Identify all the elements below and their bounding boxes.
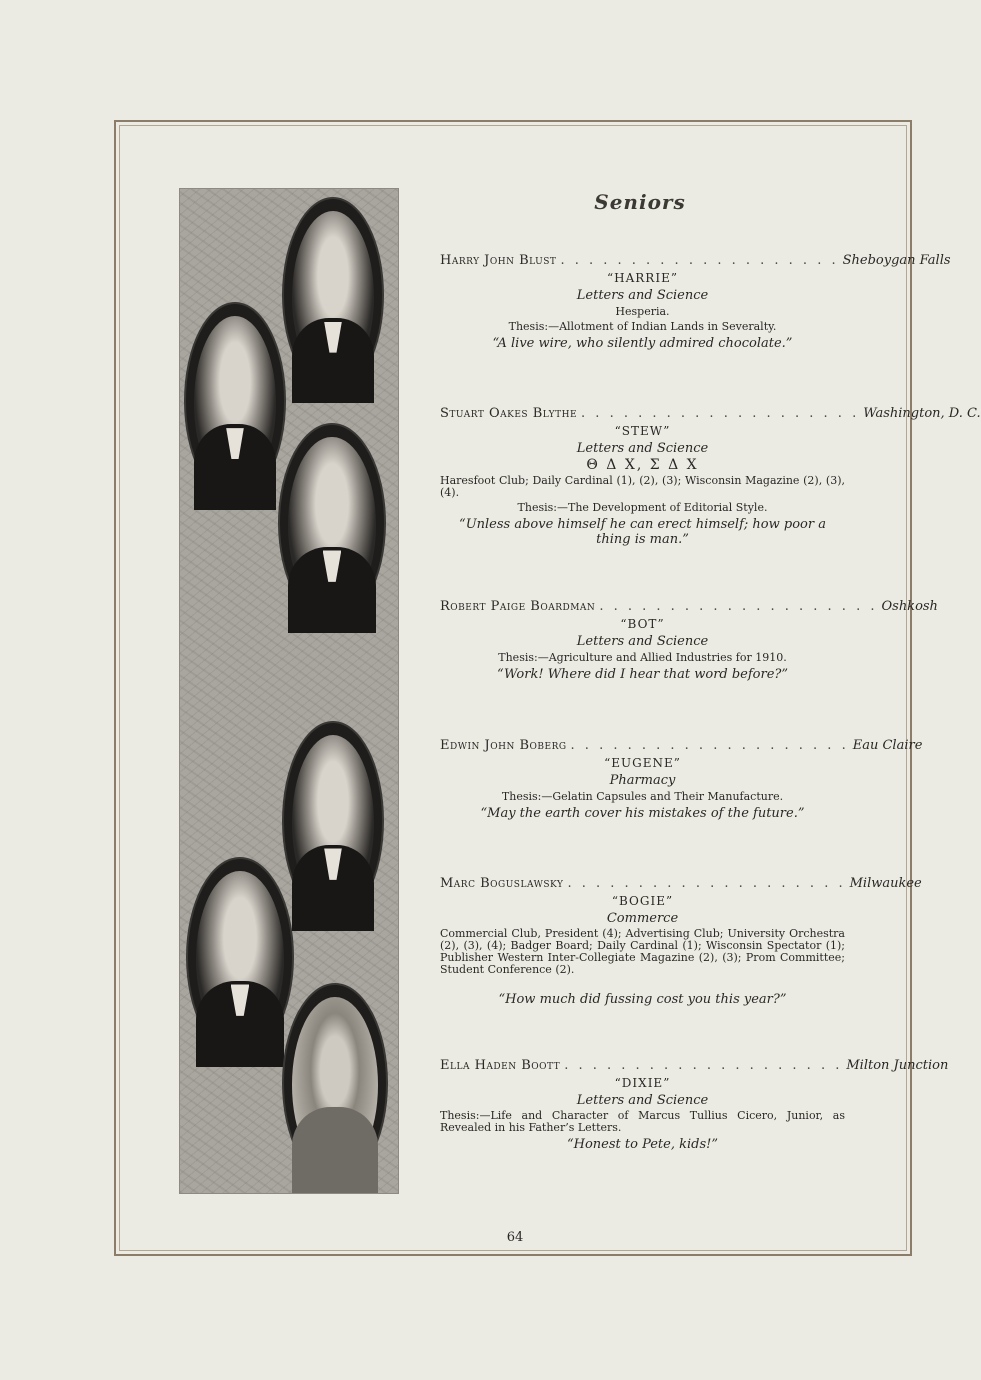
portrait-panel	[179, 188, 399, 1194]
senior-thesis: Thesis:—Agriculture and Allied Industries for 1910.	[498, 651, 787, 664]
senior-quote: “How much did fussing cost you this year?”	[498, 992, 787, 1007]
senior-thesis: Thesis:—The Development of Editorial Style.	[517, 501, 768, 514]
portrait-stuart-blythe	[186, 304, 284, 498]
senior-thesis: Thesis:—Gelatin Capsules and Their Manufacture.	[501, 790, 784, 803]
senior-entry: Harry John Blust . . . . . . . . . . . . . . . . . . . . Sheboygan Falls “HARRIE” Letters and Science Hesperia. Thesis:—Allotment of Indian Lands in Severalty. “A live wire, who silently admired chocolate.”	[440, 253, 951, 351]
senior-thesis: Thesis:—Allotment of Indian Lands in Severalty.	[508, 320, 777, 333]
senior-nickname: “DIXIE”	[614, 1076, 671, 1090]
senior-hometown: Milton Junction	[846, 1058, 949, 1073]
senior-course: Commerce	[606, 911, 679, 926]
senior-hometown: Washington, D. C.	[863, 406, 981, 421]
senior-greek-letters: Θ Δ X, Σ Δ X	[586, 457, 699, 473]
senior-quote: “Honest to Pete, kids!”	[566, 1137, 719, 1152]
senior-nickname: “BOGIE”	[611, 894, 674, 908]
senior-nickname: “STEW”	[614, 424, 671, 438]
senior-course: Letters and Science	[576, 634, 709, 649]
senior-name: Ella Haden Boott	[440, 1058, 561, 1073]
senior-hometown: Milwaukee	[849, 876, 922, 891]
senior-quote: “Unless above himself he can erect himself; how poor a thing is man.”	[459, 517, 826, 547]
senior-society: Hesperia.	[615, 305, 670, 318]
portrait-edwin-boberg	[284, 723, 382, 919]
page-number: 64	[506, 1230, 524, 1245]
senior-entry: Marc Boguslawsky . . . . . . . . . . . . . . . . . . . . Milwaukee “BOGIE” Commerce Commercial Club, President (4); Advertising Club; University Orchestra (2), (3), (4); Badger Board; Daily Cardinal (1); Wisconsin Spectator (1); Publisher Western Inter-Collegiate Magazine (2), (3); Prom Committee; Student Conference (2). “How much did fussing cost you this year?”	[440, 876, 922, 1007]
senior-quote: “Work! Where did I hear that word before?”	[496, 667, 789, 682]
senior-entry: Stuart Oakes Blythe . . . . . . . . . . . . . . . . . . . . Washington, D. C. “STEW” Letters and Science Θ Δ X, Σ Δ X Haresfoot Club; Daily Cardinal (1), (2), (3); Wisconsin Magazine (2), (3), (4). Thesis:—The Development of Editorial Style. “Unless above himself he can erect himself; how poor a thing is man.”	[440, 406, 981, 547]
senior-hometown: Eau Claire	[852, 738, 923, 753]
senior-name: Edwin John Boberg	[440, 738, 567, 753]
senior-entry: Edwin John Boberg . . . . . . . . . . . . . . . . . . . . Eau Claire “EUGENE” Pharmacy Thesis:—Gelatin Capsules and Their Manufacture. “May the earth cover his mistakes of the future.”	[440, 738, 923, 821]
senior-name: Harry John Blust	[440, 253, 557, 268]
senior-nickname: “EUGENE”	[604, 756, 681, 770]
senior-hometown: Oshkosh	[881, 599, 938, 614]
senior-name: Marc Boguslawsky	[440, 876, 564, 891]
senior-course: Pharmacy	[609, 773, 676, 788]
senior-activities: Commercial Club, President (4); Advertising Club; University Orchestra (2), (3), (4); Badger Board; Daily Cardinal (1); Wisconsin Spectator (1); Publisher Western Inter-Collegiate Magazine (2), (3); Prom Committee; Student Conference (2).	[440, 927, 845, 976]
senior-quote: “May the earth cover his mistakes of the future.”	[480, 806, 805, 821]
senior-entry: Robert Paige Boardman . . . . . . . . . . . . . . . . . . . . Oshkosh “BOT” Letters and Science Thesis:—Agriculture and Allied Industries for 1910. “Work! Where did I hear that word before?”	[440, 599, 938, 682]
senior-entry: Ella Haden Boott . . . . . . . . . . . . . . . . . . . . Milton Junction “DIXIE” Letters and Science Thesis:—Life and Character of Marcus Tullius Cicero, Junior, as Revealed in his Father’s Letters. “Honest to Pete, kids!”	[440, 1058, 949, 1152]
senior-nickname: “BOT”	[620, 617, 665, 631]
senior-course: Letters and Science	[576, 441, 709, 456]
portrait-ella-boott	[284, 985, 386, 1181]
portrait-robert-boardman	[280, 425, 384, 621]
senior-course: Letters and Science	[576, 288, 709, 303]
portrait-harry-blust	[284, 199, 382, 391]
portrait-marc-boguslawsky	[188, 859, 292, 1055]
section-heading: Seniors	[594, 190, 686, 214]
senior-course: Letters and Science	[576, 1093, 709, 1108]
senior-name: Stuart Oakes Blythe	[440, 406, 578, 421]
senior-quote: “A live wire, who silently admired chocolate.”	[492, 336, 793, 351]
senior-name: Robert Paige Boardman	[440, 599, 596, 614]
senior-nickname: “HARRIE”	[607, 271, 678, 285]
senior-activities: Haresfoot Club; Daily Cardinal (1), (2), (3); Wisconsin Magazine (2), (3), (4).	[440, 474, 845, 499]
senior-thesis: Thesis:—Life and Character of Marcus Tullius Cicero, Junior, as Revealed in his Father’s Letters.	[440, 1109, 845, 1134]
senior-hometown: Sheboygan Falls	[842, 253, 951, 268]
